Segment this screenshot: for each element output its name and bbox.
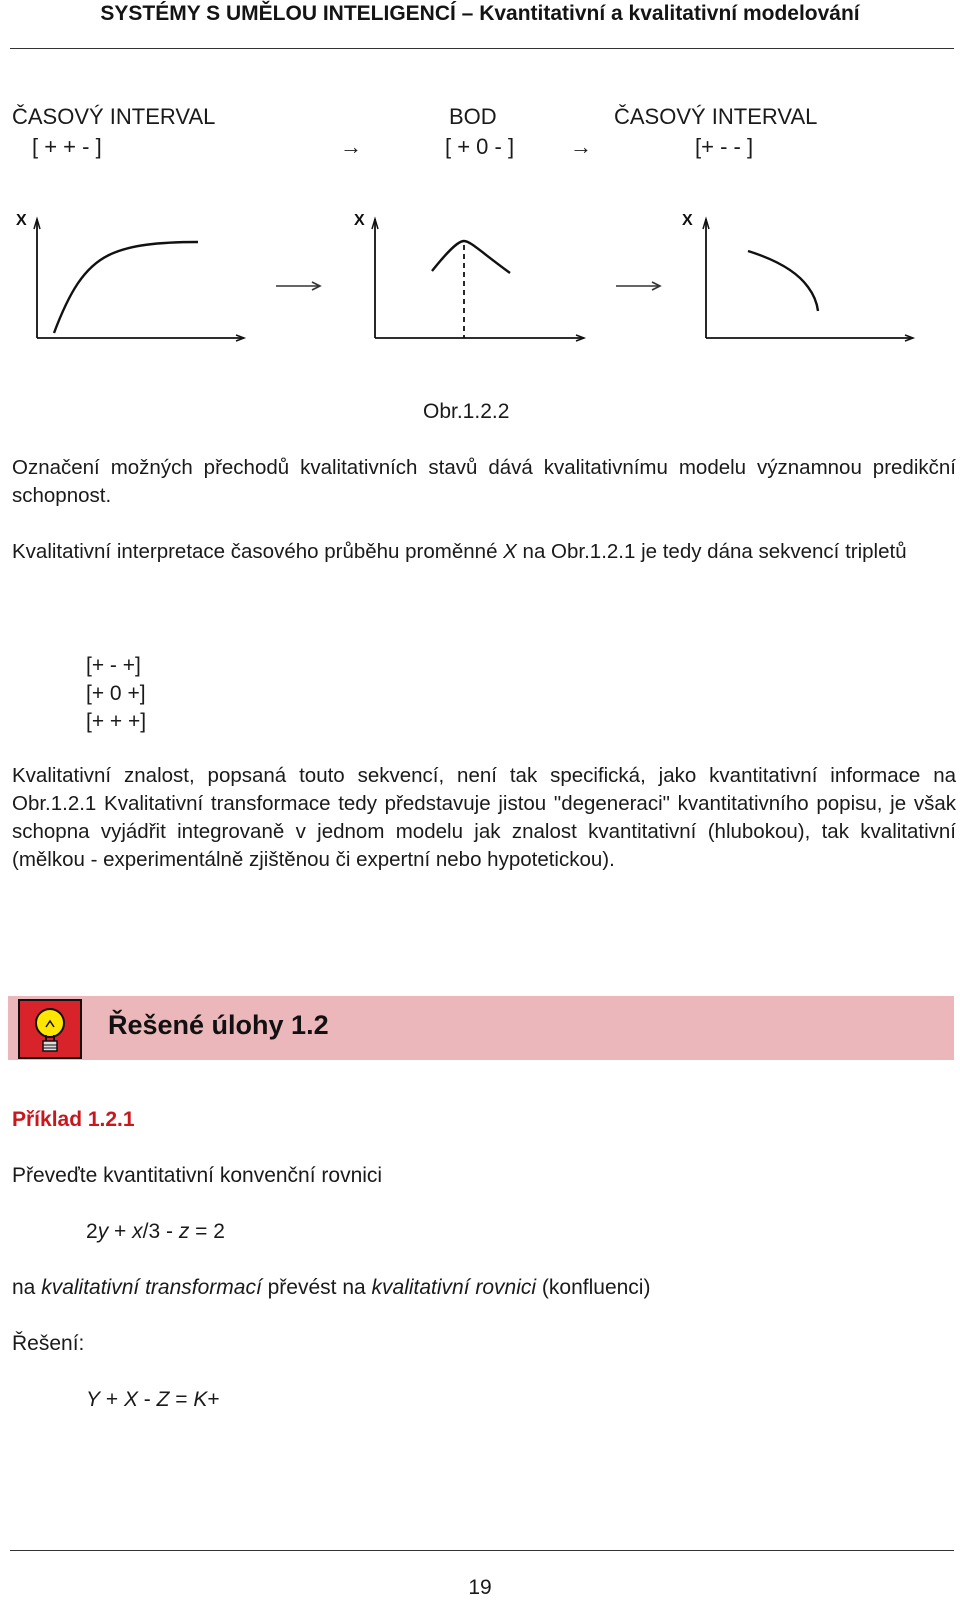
example-instruction: na kvalitativní transformací převést na kvalitativní rovnici (konfluenci): [12, 1276, 651, 1299]
triplet-3: [+ + +]: [86, 710, 147, 733]
state-label-3: ČASOVÝ INTERVAL: [614, 104, 818, 129]
solution-label: Řešení:: [12, 1332, 85, 1355]
curve-peak: [432, 241, 510, 273]
variable-x: X: [503, 540, 517, 563]
page-number: 19: [468, 1576, 492, 1599]
state-label-1: ČASOVÝ INTERVAL: [12, 104, 216, 129]
state-triplet-1: [ + + - ]: [32, 134, 102, 159]
graph-peak-point: [352, 205, 592, 350]
triplet-2: [+ 0 +]: [86, 682, 146, 705]
solved-tasks-title: Řešené úlohy 1.2: [108, 1010, 329, 1040]
paragraph-knowledge: Kvalitativní znalost, popsaná touto sekvencí, není tak specifická, jako kvantitativní informace na Obr.1.2.1 Kvalitativní transformace tedy představuje jistou "degeneraci" kvantitativního popisu, je však schopna vyjádřit integrovaně v jednom modelu jak znalost kvantitativní (hlubokou), tak kvalitativní (mělkou - experimentálně zjištěnou či expertní nebo hypotetickou).: [12, 764, 956, 871]
header-divider: [10, 48, 954, 49]
axis-label-x: X: [16, 212, 27, 229]
footer-divider: [10, 1550, 954, 1551]
triplet-1: [+ - +]: [86, 654, 141, 677]
example-title: Příklad 1.2.1: [12, 1108, 135, 1131]
example-task: Převeďte kvantitativní konvenční rovnici: [12, 1164, 383, 1187]
curve-rising: [54, 242, 198, 333]
graph-decreasing-interval: [680, 205, 920, 350]
state-triplet-2: [ + 0 - ]: [445, 134, 515, 159]
page-header-title: SYSTÉMY S UMĚLOU INTELIGENCÍ – Kvantitativní a kvalitativní modelování: [100, 2, 860, 25]
lightbulb-icon: [18, 999, 82, 1059]
state-label-2: BOD: [449, 104, 497, 129]
axis-label-x: X: [354, 212, 365, 229]
paragraph-transitions: Označení možných přechodů kvalitativních stavů dává kvalitativnímu modelu významnou predikční schopnost.: [12, 456, 956, 507]
transition-arrow-icon: →: [570, 134, 592, 159]
axis-label-x: X: [682, 212, 693, 229]
state-triplet-3: [+ - - ]: [695, 134, 754, 159]
equation-qualitative: Y + X - Z = K+: [86, 1388, 220, 1411]
graph-increasing-interval: [14, 205, 254, 350]
figure-caption: Obr.1.2.2: [423, 400, 510, 423]
paragraph-interpretation: Kvalitativní interpretace časového průběhu proměnné X na Obr.1.2.1 je tedy dána sekvencí tripletů: [12, 540, 907, 563]
transition-arrow-icon: →: [340, 134, 362, 159]
graph-transition-arrow-icon: [272, 274, 328, 298]
equation-quantitative: 2y + x/3 - z = 2: [86, 1220, 225, 1243]
curve-falling: [748, 251, 818, 311]
graph-transition-arrow-icon: [612, 274, 668, 298]
